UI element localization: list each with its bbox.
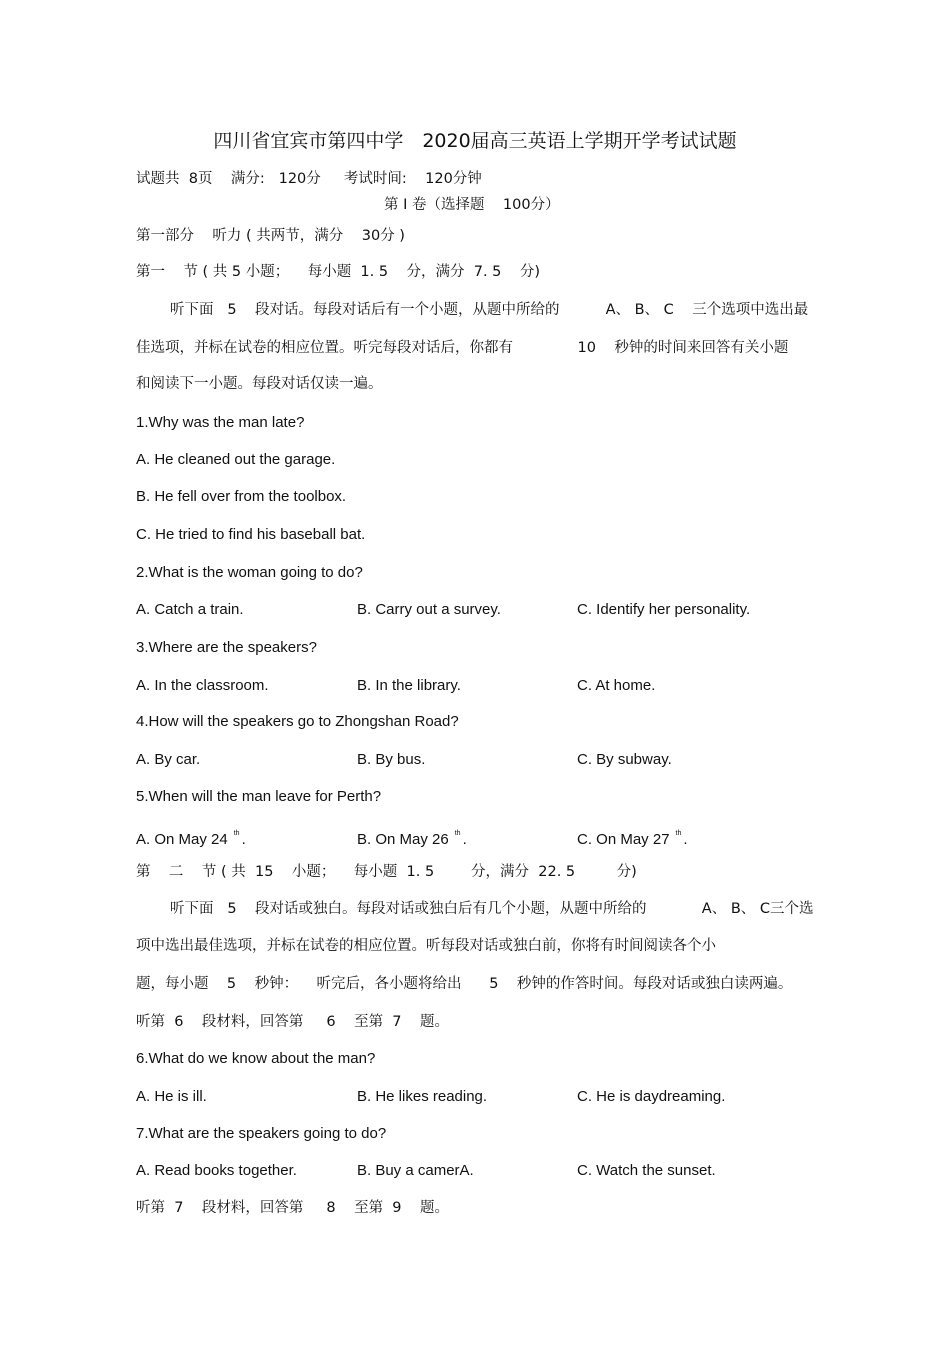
material-heading: 听第 7 段材料，回答第 8 至第 9 题。 [136,1200,449,1216]
question-stem: 4.How will the speakers go to Zhongshan Road? [136,713,459,730]
part-heading: 第一部分 听力 ( 共两节，满分 30分 ) [136,228,405,244]
option-b: B. In the library. [357,677,461,694]
ordinal-suffix: th [675,830,682,837]
ordinal-suffix: th [454,830,461,837]
option-b: B. He likes reading. [357,1088,488,1105]
option-text: B. On May 26 [357,831,449,848]
option-a [136,825,246,849]
question-stem: 7.What are the speakers going to do? [136,1125,387,1142]
instruction-line: 题，每小题 5 秒钟： 听完后，各小题将给出 5 秒钟的作答时间。每段对话或独白读两遍。 [136,976,793,992]
option-c: C. By subway. [577,751,672,768]
instruction-line: 项中选出最佳选项，并标在试卷的相应位置。听每段对话或独白前，你将有时间阅读各个小 [136,938,716,954]
question-stem: 2.What is the woman going to do? [136,564,363,581]
page-title: 四川省宜宾市第四中学 2020届高三英语上学期开学考试试题 [213,130,737,152]
option-c [577,825,688,849]
option-c: C. He tried to find his baseball bat. [136,526,366,543]
exam-info: 试题共 8页 满分: 120分 考试时间: 120分钟 [136,171,482,187]
option-text: C. On May 27 [577,831,670,848]
question-stem: 6.What do we know about the man? [136,1050,376,1067]
option-a: A. He is ill. [136,1088,207,1105]
option-a: A. By car. [136,751,201,768]
option-a: A. Read books together. [136,1162,297,1179]
instruction-line: 佳选项，并标在试卷的相应位置。听完每段对话后，你都有 10 秒钟的时间来回答有关小题 [136,340,789,356]
option-b [357,825,467,849]
option-b: B. Carry out a survey. [357,601,501,618]
ordinal-suffix: th [233,830,240,837]
option-text: A. On May 24 [136,831,228,848]
option-c: C. Watch the sunset. [577,1162,716,1179]
option-end: . [462,831,467,848]
instruction-line: 听下面 5 段对话或独白。每段对话或独白后有几个小题，从题中所给的 A、 B、 C三个选 [170,901,814,917]
option-c: C. He is daydreaming. [577,1088,726,1105]
option-end: . [683,831,688,848]
instruction-line: 和阅读下一小题。每段对话仅读一遍。 [136,376,383,392]
option-b: B. Buy a camerA. [357,1162,474,1179]
material-heading: 听第 6 段材料，回答第 6 至第 7 题。 [136,1014,449,1030]
question-stem: 1.Why was the man late? [136,414,305,431]
option-c: C. At home. [577,677,656,694]
option-end: . [241,831,246,848]
volume-heading: 第 Ⅰ 卷（选择题 100分） [384,197,560,213]
section-heading: 第一 节 ( 共 5 小题； 每小题 1. 5 分，满分 7. 5 分) [136,264,540,280]
option-c: C. Identify her personality. [577,601,751,618]
question-stem: 3.Where are the speakers? [136,639,317,656]
option-a: A. He cleaned out the garage. [136,451,336,468]
section-heading: 第 二 节 ( 共 15 小题； 每小题 1. 5 分，满分 22. 5 分) [136,864,637,880]
question-stem: 5.When will the man leave for Perth? [136,788,382,805]
instruction-line: 听下面 5 段对话。每段对话后有一个小题，从题中所给的 A、 B、 C 三个选项中选出最 [170,302,809,318]
option-a: A. Catch a train. [136,601,244,618]
option-b: B. By bus. [357,751,426,768]
option-a: A. In the classroom. [136,677,269,694]
option-b: B. He fell over from the toolbox. [136,488,347,505]
